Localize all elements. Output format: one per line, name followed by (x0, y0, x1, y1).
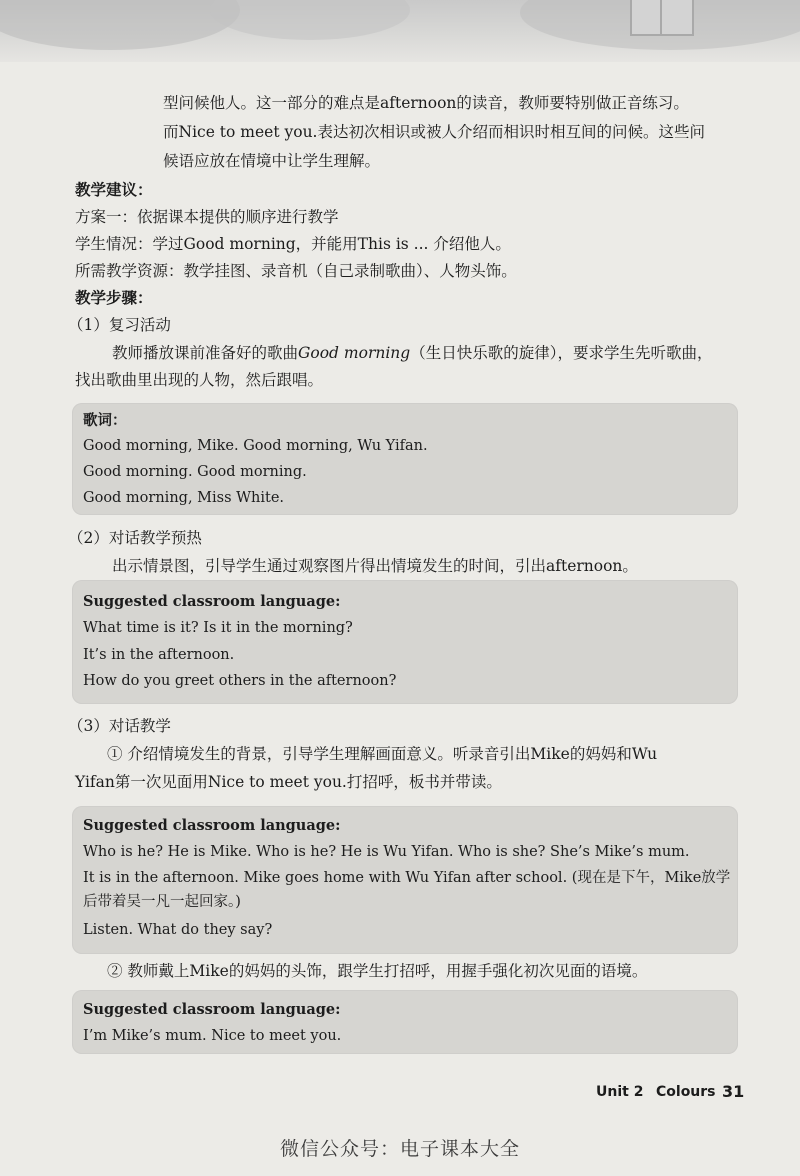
box-line: It is in the afternoon. Mike goes home with Wu Yifan after school. (现在是下午，Mike放学 (83, 870, 731, 886)
steps-heading: 教学步骤： (75, 288, 153, 307)
lyrics-line: Good morning. Good morning. (83, 464, 307, 480)
box-line: What time is it? Is it in the morning? (83, 620, 353, 636)
lyrics-box (72, 403, 738, 515)
box-line: 后带着吴一凡一起回家。) (83, 894, 241, 910)
classroom-language-box-3 (72, 990, 738, 1054)
box-heading: Suggested classroom language: (83, 817, 341, 834)
plan-text: 方案一：依据课本提供的顺序进行教学 (75, 208, 339, 226)
suggestions-heading: 教学建议： (75, 180, 153, 199)
box-heading: Suggested classroom language: (83, 593, 341, 610)
intro-line-2: 而Nice to meet you.表达初次相识或被人介绍而相识时相互间的问候。这些问 (163, 123, 705, 141)
page-number: 31 (722, 1082, 745, 1101)
step3-item1-line1: ① 介绍情境发生的背景，引导学生理解画面意义。听录音引出Mike的妈妈和Wu (107, 745, 658, 763)
step1-para-b: （生日快乐歌的旋律），要求学生先听歌曲， (410, 344, 713, 362)
unit-title: Colours (656, 1084, 716, 1100)
song-title: Good morning (298, 344, 411, 362)
step1-para-a: 教师播放课前准备好的歌曲 (112, 344, 299, 362)
step1-title: （1）复习活动 (68, 316, 171, 334)
student-situation: 学生情况：学过Good morning，并能用This is ... 介绍他人。 (75, 235, 511, 253)
lyrics-heading: 歌词： (83, 412, 127, 429)
lyrics-line: Good morning, Miss White. (83, 490, 285, 506)
box-line: I’m Mike’s mum. Nice to meet you. (83, 1028, 342, 1044)
step3-item1-line2: Yifan第一次见面用Nice to meet you.打招呼，板书并带读。 (75, 773, 502, 791)
box-line: How do you greet others in the afternoon? (83, 673, 397, 689)
box-line: Who is he? He is Mike. Who is he? He is Wu Yifan. Who is she? She’s Mike’s mum. (83, 844, 690, 860)
step1-paragraph (112, 342, 712, 364)
classroom-language-box-1 (72, 580, 738, 704)
step3-title: （3）对话教学 (68, 717, 171, 735)
intro-line-1: 型问候他人。这一部分的难点是afternoon的读音，教师要特别做正音练习。 (163, 94, 689, 112)
step2-paragraph: 出示情景图，引导学生通过观察图片得出情境发生的时间，引出afternoon。 (112, 557, 638, 575)
box-heading: Suggested classroom language: (83, 1001, 341, 1018)
step1-paragraph-2: 找出歌曲里出现的人物，然后跟唱。 (75, 371, 324, 389)
classroom-language-box-2 (72, 806, 738, 954)
lyrics-line: Good morning, Mike. Good morning, Wu Yifan. (83, 438, 428, 454)
window-illustration (630, 0, 694, 36)
intro-line-3: 候语应放在情境中让学生理解。 (163, 152, 381, 170)
box-line: Listen. What do they say? (83, 922, 273, 938)
unit-label: Unit 2 (596, 1084, 644, 1100)
watermark: 微信公众号：电子课本大全 (279, 1138, 520, 1160)
step2-title: （2）对话教学预热 (68, 529, 202, 547)
header-illustration (0, 0, 800, 62)
box-line: It’s in the afternoon. (83, 647, 235, 663)
step3-item2: ② 教师戴上Mike的妈妈的头饰，跟学生打招呼，用握手强化初次见面的语境。 (107, 962, 648, 980)
resources-text: 所需教学资源：教学挂图、录音机（自己录制歌曲）、人物头饰。 (75, 262, 517, 280)
